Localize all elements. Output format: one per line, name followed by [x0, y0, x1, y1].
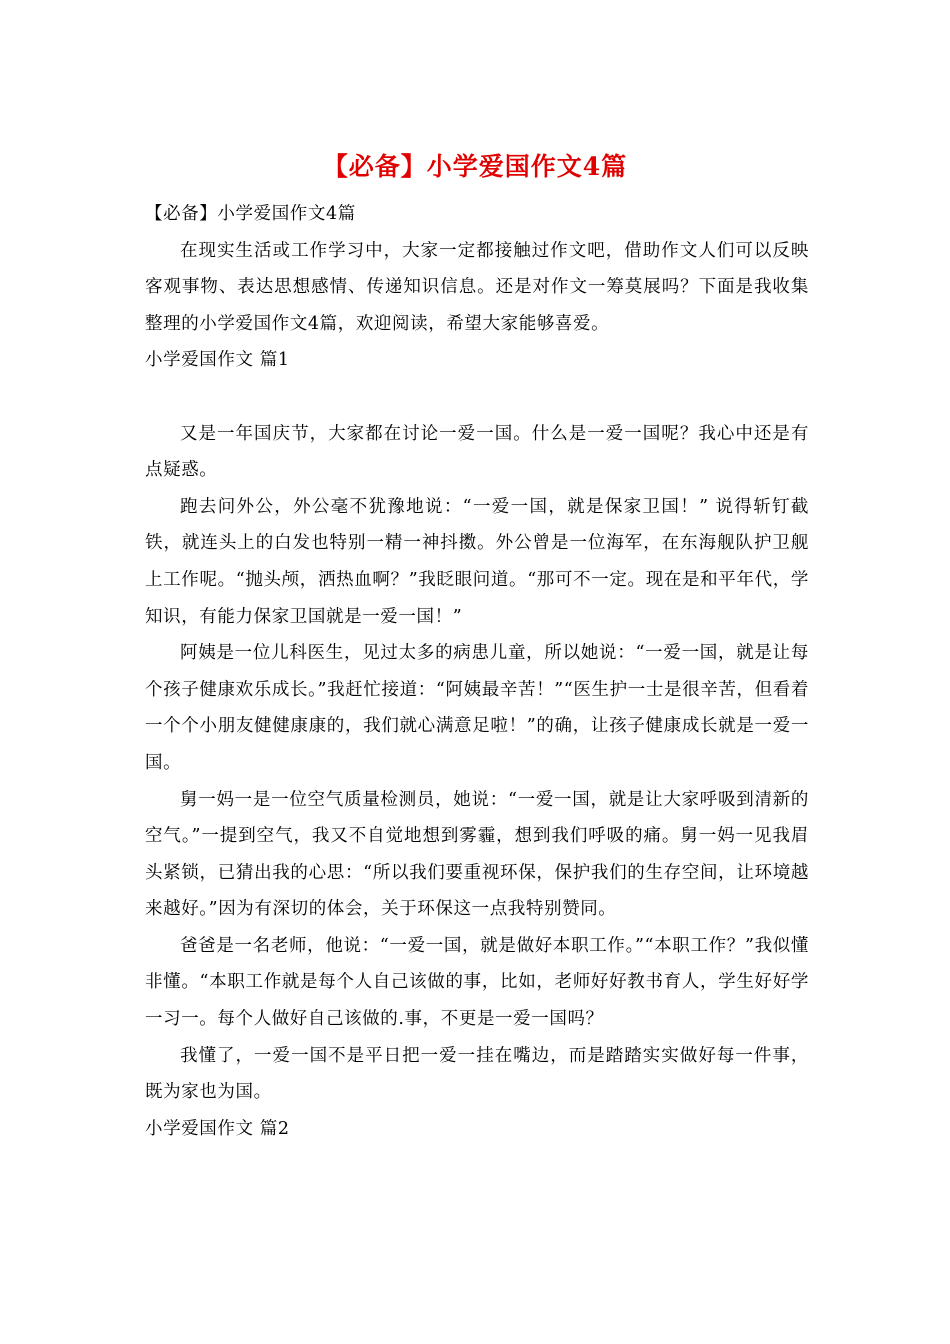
intro-paragraph: 在现实生活或工作学习中，大家一定都接触过作文吧，借助作文人们可以反映客观事物、表达思想感情、传递知识信息。还是对作文一筹莫展吗？下面是我收集整理的小学爱国作文4篇，欢迎阅读，希望大家能够喜爱。 [145, 240, 809, 334]
subtitle-line: 【必备】小学爱国作文4篇 [145, 204, 356, 224]
paragraph: 我懂了，一爱一国不是平日把一爱一挂在嘴边，而是踏踏实实做好每一件事，既为家也为国。 [145, 1045, 809, 1103]
document-title: 【必备】小学爱国作文4篇 [322, 152, 628, 181]
section-heading-1: 小学爱国作文 篇1 [145, 350, 290, 371]
paragraph: 又是一年国庆节，大家都在讨论一爱一国。什么是一爱一国呢？我心中还是有点疑惑。 [145, 423, 809, 481]
section-heading-2: 小学爱国作文 篇2 [145, 1118, 290, 1139]
paragraph: 跑去问外公，外公毫不犹豫地说：“一爱一国，就是保家卫国！” 说得斩钉截铁，就连头上的白发也特别一精一神抖擞。外公曾是一位海军，在东海舰队护卫舰上工作呢。“抛头颅，洒热血啊？”我眨眼问道。“那可不一定。现在是和平年代，学知识，有能力保家卫国就是一爱一国！” [145, 496, 809, 627]
blank-line [145, 379, 809, 416]
document-body [145, 196, 809, 1147]
paragraph: 阿姨是一位儿科医生，见过太多的病患儿童，所以她说：“一爱一国，就是让每个孩子健康欢乐成长。”我赶忙接道：“阿姨最辛苦！”“医生护一士是很辛苦，但看着一个个小朋友健健康康的，我们就心满意足啦！”的确，让孩子健康成长就是一爱一国。 [145, 643, 809, 773]
paragraph: 舅一妈一是一位空气质量检测员，她说：“一爱一国，就是让大家呼吸到清新的空气。”一提到空气，我又不自觉地想到雾霾，想到我们呼吸的痛。舅一妈一见我眉头紧锁，已猜出我的心思：“所以我们要重视环保，保护我们的生存空间，让环境越来越好。”因为有深切的体会，关于环保这一点我特别赞同。 [145, 789, 809, 920]
paragraph: 爸爸是一名老师，他说：“一爱一国，就是做好本职工作。”“本职工作？”我似懂非懂。“本职工作就是每个人自己该做的事，比如，老师好好教书育人，学生好好学一习一。每个人做好自己该做的.事，不更是一爱一国吗？ [145, 935, 809, 1030]
